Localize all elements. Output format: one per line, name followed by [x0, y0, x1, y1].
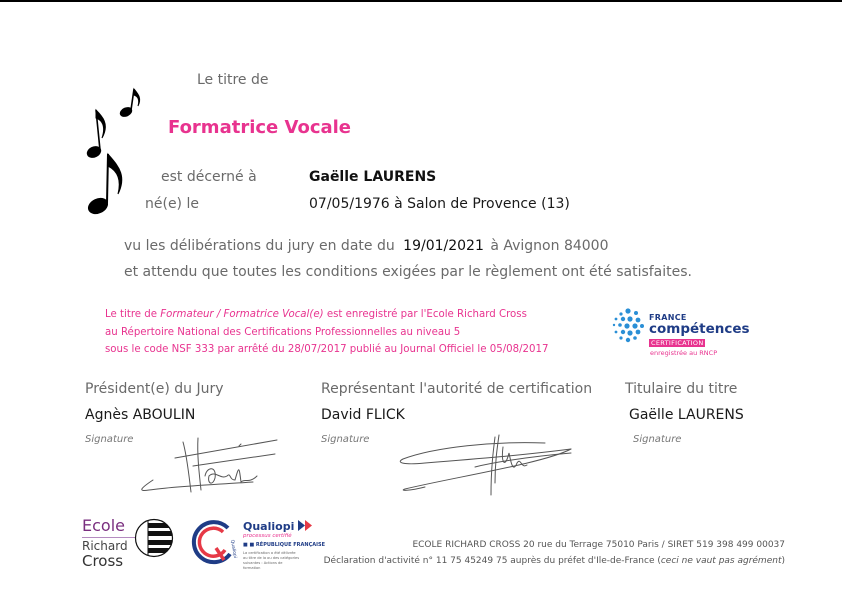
ecole-logo-divider [82, 537, 142, 538]
ecole-richard-cross-logo [82, 516, 178, 572]
qualiopi-fineprint: La certification a été délivrée au titre de la ou des catégories suivantes : Actions de formation [243, 551, 300, 570]
title-intro: Le titre de [197, 72, 269, 88]
qualiopi-republic: ■ ■ RÉPUBLIQUE FRANÇAISE [243, 542, 325, 548]
awarded-label: est décerné à [161, 169, 257, 185]
signatory-3-signature-label: Signature [633, 434, 682, 445]
qualiopi-logo [190, 516, 325, 572]
qualiopi-brand-text: Qualiopi [243, 520, 295, 533]
legal-notice [105, 306, 548, 359]
conditions-line: et attendu que toutes les conditions exigées par le règlement ont été satisfaites. [124, 264, 692, 280]
footer-disclaimer: ceci ne vaut pas agrément [660, 556, 782, 566]
legal-line-1-suffix: est enregistré par l'Ecole Richard Cross [323, 309, 527, 320]
signatory-1-signature-label: Signature [85, 434, 134, 445]
qualiopi-q-icon [190, 518, 240, 568]
ecole-logo-line-3: Cross [82, 552, 124, 570]
legal-title-italic: Formateur / Formatrice Vocal(e) [160, 309, 324, 320]
signature-1-image [135, 436, 285, 496]
fc-rncp-text: enregistrée au RNCP [650, 349, 718, 357]
ecole-logo-line-1: Ecole [82, 516, 125, 535]
ecole-logo-line-2: Richard [82, 539, 128, 553]
signature-2-image [395, 433, 575, 499]
legal-line-1-prefix: Le titre de [105, 309, 161, 320]
legal-line-3: sous le code NSF 333 par arrêté du 28/07/2017 publié au Journal Officiel le 05/08/2017 [105, 344, 549, 355]
footer-address: ECOLE RICHARD CROSS 20 rue du Terrage 75010 Paris / SIRET 519 398 499 00037 [412, 540, 785, 550]
dots-cluster-icon [612, 308, 646, 344]
footer-declaration [324, 556, 785, 566]
qualiopi-brand [243, 520, 314, 533]
fc-certification-badge: CERTIFICATION [651, 339, 704, 347]
footer-declaration-text: Déclaration d'activité n° 11 75 45249 75 auprès du préfet d'Ile-de-France ( [323, 556, 661, 566]
music-notes-icon [84, 86, 146, 216]
deliberation-suffix: à Avignon 84000 [490, 238, 609, 254]
deliberation-line [124, 238, 608, 254]
born-label: né(e) le [145, 196, 199, 212]
signatory-3-name: Gaëlle LAURENS [629, 407, 744, 423]
legal-line-1 [105, 306, 548, 324]
footer-closing-paren: ) [781, 556, 785, 566]
france-competences-logo [612, 308, 752, 360]
fc-france-text: FRANCE [649, 313, 687, 322]
qualiopi-arrows-icon [298, 520, 314, 531]
qualiopi-subtitle: processus certifié [243, 533, 292, 539]
top-border [0, 0, 842, 2]
signatory-2-signature-label: Signature [321, 434, 370, 445]
qualiopi-ring-text: Qualiopi [229, 539, 238, 559]
fc-competences-text: compétences [649, 321, 750, 337]
birth-date-place: 07/05/1976 à Salon de Provence (13) [309, 196, 570, 212]
signatory-2-name: David FLICK [321, 407, 405, 423]
signatory-3-role: Titulaire du titre [625, 381, 738, 397]
recipient-name: Gaëlle LAURENS [309, 169, 437, 185]
piano-keys-circle-icon [134, 518, 174, 558]
signatory-2-role: Représentant l'autorité de certification [321, 381, 593, 397]
signatory-1-name: Agnès ABOULIN [85, 407, 196, 423]
certificate-title: Formatrice Vocale [168, 117, 352, 138]
signatory-1-role: Président(e) du Jury [85, 381, 224, 397]
legal-line-2: au Répertoire National des Certifications Professionnelles au niveau 5 [105, 326, 461, 338]
deliberation-date: 19/01/2021 [403, 238, 484, 254]
deliberation-prefix: vu les délibérations du jury en date du [124, 238, 395, 254]
